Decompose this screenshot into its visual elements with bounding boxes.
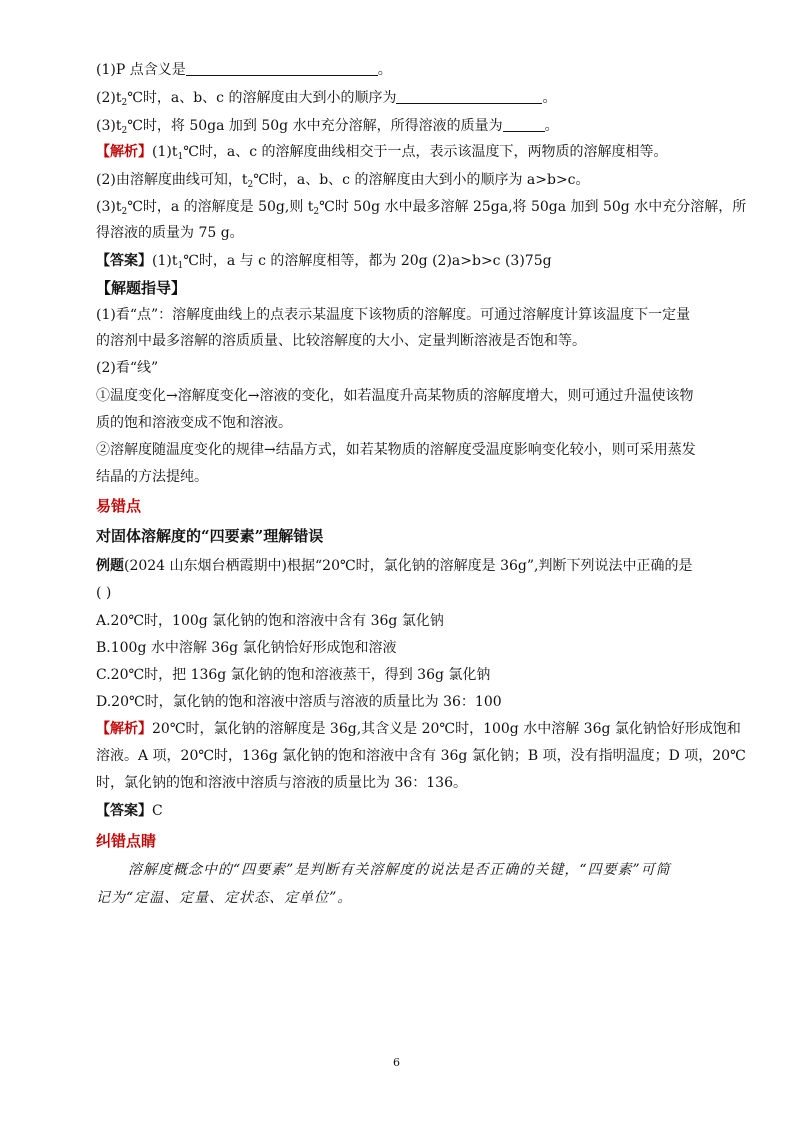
answer-line	[96, 251, 552, 276]
analysis-line-3	[96, 197, 746, 222]
analysis-line-2	[96, 170, 590, 195]
q3-prefix: (3)t	[96, 118, 122, 134]
guide-line-7: 结晶的方法提纯。	[96, 469, 208, 485]
answer-value: C	[152, 803, 163, 819]
page-number: 6	[393, 1056, 400, 1069]
option-b: B.100g 水中溶解 36g 氯化钠恰好形成饱和溶液	[96, 640, 397, 656]
text: ℃时，a、c 的溶解度曲线相交于一点，表示该温度下，两物质的溶解度相等。	[183, 144, 668, 160]
guide-line-5: 质的饱和溶液变成不饱和溶液。	[96, 415, 292, 431]
answer-parentheses: ( )	[96, 585, 112, 601]
error-prone-title: 易错点	[96, 497, 142, 515]
subscript: 1	[177, 261, 184, 271]
text: (2)由溶解度曲线可知，t	[96, 172, 248, 188]
answer-blank-1	[186, 61, 378, 76]
analysis-tag: 【解析】	[96, 721, 152, 737]
correction-line-1: 溶解度概念中的“四要素”是判断有关溶解度的说法是否正确的关键，“四要素”可简	[128, 862, 671, 878]
answer-blank-3	[503, 117, 545, 132]
guide-line-1: (1)看“点”：溶解度曲线上的点表示某温度下该物质的溶解度。可通过溶解度计算该温度下一定量	[96, 307, 691, 323]
text: 20℃时，氯化钠的溶解度是 36g,其含义是 20℃时，100g 水中溶解 36g 氯化钠恰好形成饱和	[152, 721, 741, 737]
text: ℃时，a 与 c 的溶解度相等，都为 20g (2)a>b>c (3)75g	[183, 253, 552, 269]
subscript: 2	[247, 180, 254, 190]
subscript: 2	[121, 98, 128, 108]
answer2-line	[96, 801, 163, 821]
guide-line-2: 的溶剂中最多溶解的溶质质量、比较溶解度的大小、定量判断溶液是否饱和等。	[96, 333, 586, 349]
text: ℃时，a 的溶解度是 50g,则 t	[127, 199, 314, 215]
section-subtitle: 对固体溶解度的“四要素”理解错误	[96, 527, 324, 545]
punct: 。	[544, 118, 559, 134]
option-d: D.20℃时，氯化钠的饱和溶液中溶质与溶液的质量比为 36：100	[96, 694, 502, 710]
q2-prefix: (2)t	[96, 90, 122, 106]
analysis2-line-2: 溶液。A 项，20℃时，136g 氯化钠的饱和溶液中含有 36g 氯化钠；B 项，没有指明温度；D 项，20℃	[96, 748, 746, 764]
option-c: C.20℃时，把 136g 氯化钠的饱和溶液蒸干，得到 36g 氯化钠	[96, 667, 491, 683]
punct: 。	[377, 62, 392, 78]
subscript: 2	[121, 207, 128, 217]
analysis-tag: 【解析】	[96, 144, 152, 160]
analysis-line-4: 得溶液的质量为 75 g。	[96, 225, 244, 241]
question-3	[96, 116, 559, 141]
subscript: 2	[121, 126, 128, 136]
question-1-text: (1)P 点含义是	[96, 62, 186, 78]
subscript: 1	[177, 152, 184, 162]
guide-line-3: (2)看“线”	[96, 360, 159, 376]
punct: 。	[542, 90, 557, 106]
option-a: A.20℃时，100g 氯化钠的饱和溶液中含有 36g 氯化钠	[96, 613, 444, 629]
q3-text: ℃时，将 50ga 加到 50g 水中充分溶解，所得溶液的质量为	[127, 118, 503, 134]
text: ℃时，a、b、c 的溶解度由大到小的顺序为 a>b>c。	[253, 172, 590, 188]
answer-blank-2	[396, 89, 542, 104]
correction-line-2: 记为“定温、定量、定状态、定单位”。	[96, 890, 353, 906]
text: (1)t	[152, 253, 178, 269]
example-tag: 例题	[96, 558, 124, 574]
q2-text: ℃时，a、b、c 的溶解度由大到小的顺序为	[127, 90, 397, 106]
guide-line-6: ②溶解度随温度变化的规律→结晶方式，如若某物质的溶解度受温度影响变化较小，则可采用蒸发	[96, 442, 696, 458]
question-1	[96, 60, 392, 80]
analysis2-line-1	[96, 719, 741, 739]
text: ℃时 50g 水中最多溶解 25ga,将 50ga 加到 50g 水中充分溶解，所	[319, 199, 747, 215]
guide-title: 【解题指导】	[96, 279, 187, 297]
answer-tag: 【答案】	[96, 253, 152, 269]
question-2	[96, 88, 556, 113]
guide-line-4: ①温度变化→溶解度变化→溶液的变化，如若温度升高某物质的溶解度增大，则可通过升温使该物	[96, 388, 694, 404]
analysis2-line-3: 时，氯化钠的饱和溶液中溶质与溶液的质量比为 36：136。	[96, 775, 467, 791]
correction-title: 纠错点睛	[96, 832, 157, 850]
text: (1)t	[152, 144, 178, 160]
subscript: 2	[313, 207, 320, 217]
text: (3)t	[96, 199, 122, 215]
example-text: (2024 山东烟台栖霞期中)根据“20℃时，氯化钠的溶解度是 36g”,判断下列说法中正确的是	[124, 558, 693, 574]
analysis-line-1	[96, 142, 668, 167]
answer-tag: 【答案】	[96, 803, 152, 819]
example-line	[96, 556, 692, 576]
